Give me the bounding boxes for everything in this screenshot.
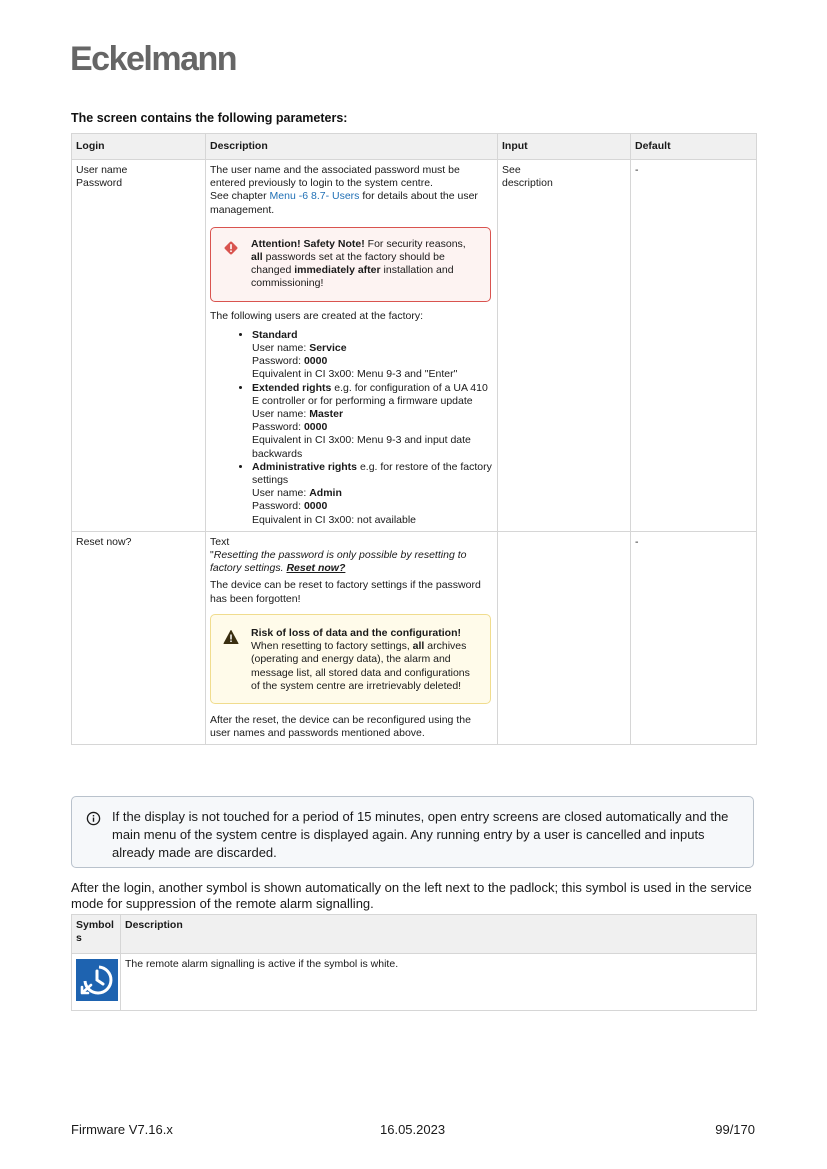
header-description: Description — [121, 915, 757, 954]
reset-quote — [210, 549, 493, 575]
user-level-name: Extended rights — [252, 381, 332, 394]
input-cell — [498, 531, 631, 744]
section-title: The screen contains the following parameters: — [71, 111, 348, 125]
data-loss-warning — [210, 614, 491, 704]
warning-triangle-icon — [223, 629, 239, 693]
password-value: 0000 — [303, 500, 328, 513]
reset-info: The device can be reset to factory settings if the password has been forgotten! — [210, 579, 481, 605]
default-cell: - — [631, 531, 757, 744]
username-value: Master — [309, 408, 344, 421]
quote-mark: " — [210, 549, 214, 562]
see-chapter-pre: See chapter — [210, 190, 267, 203]
table-row — [72, 160, 757, 532]
header-input: Input — [498, 134, 631, 160]
info-note-text: If the display is not touched for a period of 15 minutes, open entry screens are closed automatically and the main menu of the system centre is displayed again. Any running entry by a user is cancelled and inputs already made are discarded. — [112, 809, 729, 860]
safety-note-title: Attention! Safety Note! — [251, 237, 365, 250]
input-description: description — [502, 177, 553, 190]
password-label: Password: — [252, 500, 302, 513]
warning-t2: archives (operating and energy data), the alarm and message list, all stored data and configurations of the system centre are irretrievably deleted! — [251, 640, 470, 692]
username-label: User name: — [252, 408, 307, 421]
safety-note-all: all — [251, 251, 263, 264]
password-label: Password: — [252, 421, 302, 434]
input-see: See — [502, 164, 521, 176]
warning-all: all — [412, 640, 425, 653]
info-note — [71, 796, 754, 868]
safety-note-text — [251, 238, 478, 291]
login-password: Password — [76, 177, 123, 190]
remote-alarm-icon — [76, 992, 118, 1004]
after-login-text: After the login, another symbol is shown automatically on the left next to the padlock; this symbol is used in the service mode for suppression of the remote alarm signalling. — [71, 880, 752, 911]
table-header-row — [72, 915, 757, 954]
login-cell — [72, 160, 206, 532]
default-cell: - — [631, 160, 757, 532]
footer-date: 16.05.2023 — [380, 1122, 446, 1137]
username-value: Service — [309, 342, 347, 355]
username-label: User name: — [252, 342, 307, 355]
list-item — [252, 461, 493, 527]
footer-firmware: Firmware V7.16.x — [71, 1122, 173, 1137]
user-level-suffix: e.g. for configuration of a UA 410 E controller or for performing a firmware update — [252, 381, 488, 407]
header-description: Description — [206, 134, 498, 160]
symbol-cell — [72, 954, 121, 1011]
footer-page-number: 99/170 — [715, 1122, 755, 1137]
see-chapter — [210, 190, 493, 216]
safety-note-immediately: immediately after — [294, 264, 381, 277]
safety-note-t1: For security reasons, — [367, 237, 466, 250]
table-row — [72, 531, 757, 744]
parameters-table — [71, 133, 757, 745]
description-intro: The user name and the associated password must be entered previously to login to the system centre. — [210, 164, 460, 190]
password-value: 0000 — [303, 355, 328, 368]
warning-t1: When resetting to factory settings, — [251, 640, 410, 653]
text-label: Text — [210, 535, 230, 548]
login-cell: Reset now? — [72, 531, 206, 744]
symbols-table — [71, 914, 757, 1011]
info-icon — [86, 811, 101, 831]
ci-equivalent: Equivalent in CI 3x00: Menu 9-3 and input date backwards — [252, 434, 471, 460]
user-level-name: Standard — [252, 328, 298, 341]
warning-diamond-icon — [223, 240, 239, 291]
symbol-description: The remote alarm signalling is active if the symbol is white. — [121, 954, 757, 1011]
description-cell — [206, 160, 498, 532]
safety-note-t3: installation and commissioning! — [251, 264, 454, 290]
warning-title: Risk of loss of data and the configuration! — [251, 626, 462, 639]
warning-text — [251, 627, 478, 693]
user-level-suffix: e.g. for restore of the factory settings — [252, 460, 492, 487]
list-item — [252, 329, 493, 382]
description-cell — [206, 531, 498, 744]
brand-logo: Eckelmann — [70, 40, 237, 78]
username-label: User name: — [252, 487, 307, 500]
factory-users-intro: The following users are created at the factory: — [210, 309, 424, 322]
header-login: Login — [72, 134, 206, 160]
list-item — [252, 382, 493, 461]
quote-italic: Resetting the password is only possible by resetting to factory settings. — [210, 549, 467, 575]
table-header-row — [72, 134, 757, 160]
users-chapter-link[interactable]: Menu -6 8.7- Users — [269, 190, 360, 203]
reset-now-prompt: Reset now? — [286, 562, 346, 575]
password-label: Password: — [252, 355, 302, 368]
safety-note-t2: passwords set at the factory should be changed — [251, 251, 445, 277]
password-value: 0000 — [303, 421, 328, 434]
after-reset-text: After the reset, the device can be reconfigured using the user names and passwords mentioned above. — [210, 713, 471, 740]
ci-equivalent: Equivalent in CI 3x00: Menu 9-3 and "Enter" — [252, 368, 458, 381]
header-default: Default — [631, 134, 757, 160]
see-chapter-post: for details about the user management. — [210, 190, 478, 216]
user-level-name: Administrative rights — [252, 460, 358, 473]
login-username: User name — [76, 164, 128, 176]
factory-users-list — [210, 329, 493, 527]
username-value: Admin — [309, 487, 342, 500]
ci-equivalent: Equivalent in CI 3x00: not available — [252, 513, 417, 526]
table-row — [72, 954, 757, 1011]
input-cell — [498, 160, 631, 532]
header-symbols: Symbols — [72, 915, 121, 954]
safety-note — [210, 227, 491, 302]
